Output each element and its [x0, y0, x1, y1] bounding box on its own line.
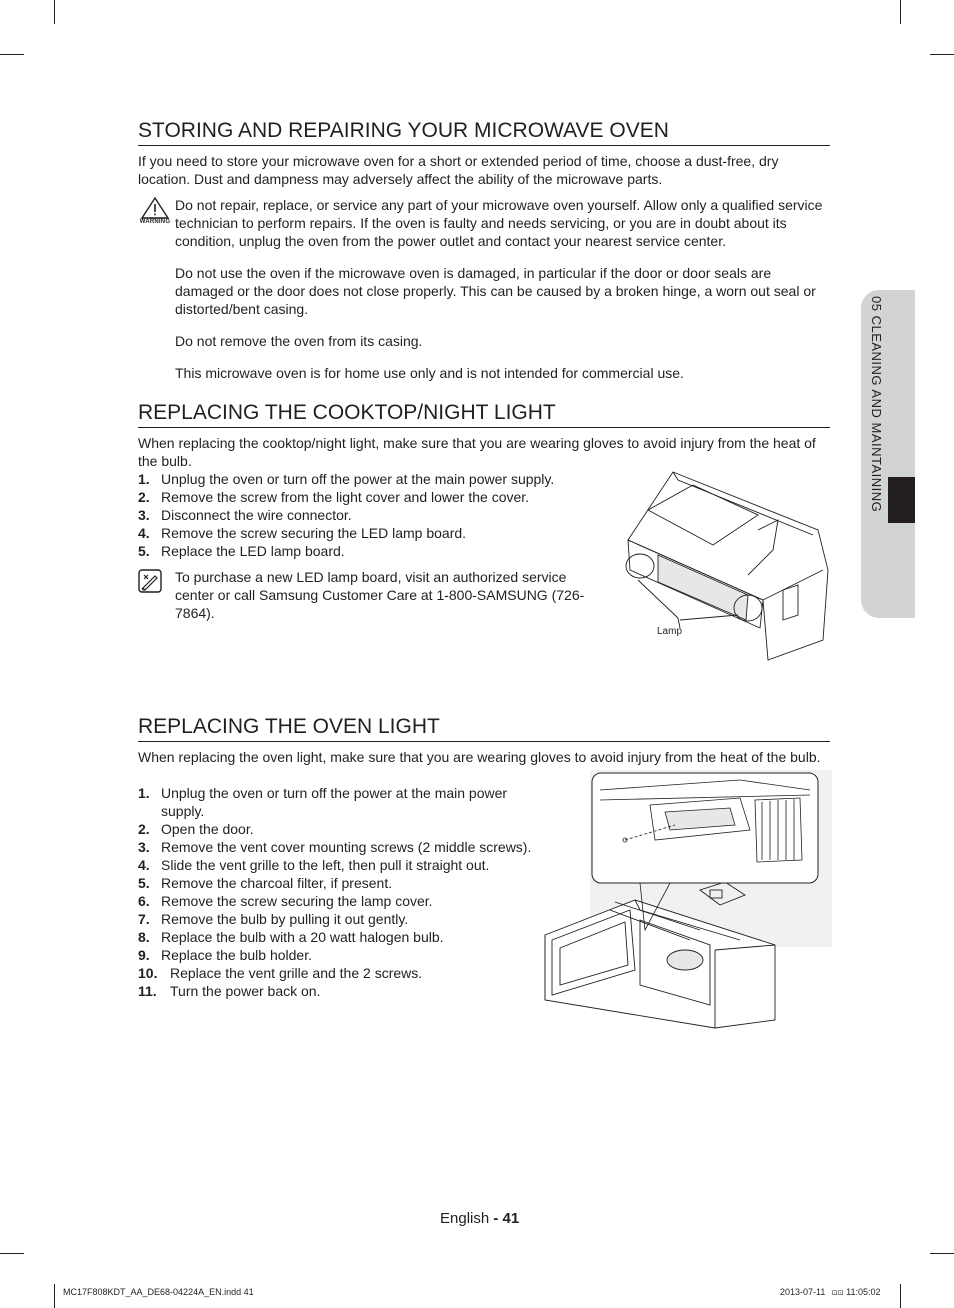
list-item [138, 488, 598, 506]
step-text: Remove the screw securing the lamp cover. [161, 893, 433, 909]
step-text: Slide the vent grille to the left, then pull it straight out. [161, 857, 490, 873]
step-number: 7. [138, 911, 150, 927]
step-text: Remove the bulb by pulling it out gently. [161, 911, 409, 927]
step-number: 11. [138, 983, 157, 999]
section1-intro: If you need to store your microwave oven for a short or extended period of time, choose a dust-free, dry location. Dust and dampness may adversely affect the ability of the microwave parts. [138, 153, 779, 187]
step-text: Replace the LED lamp board. [161, 543, 345, 559]
crop-mark [900, 1284, 901, 1308]
crop-mark [930, 54, 954, 55]
step-number: 3. [138, 839, 150, 855]
page-number: 41 [502, 1210, 520, 1227]
slug-filename: MC17F808KDT_AA_DE68-04224A_EN.indd 41 [63, 1287, 254, 1297]
crop-mark [54, 1284, 55, 1308]
list-item [138, 784, 533, 820]
step-number: 6. [138, 893, 150, 909]
section-title-cooktop-light: REPLACING THE COOKTOP/NIGHT LIGHT [138, 401, 830, 428]
slug-time: 11:05:02 [846, 1287, 881, 1297]
section2-steps [138, 470, 598, 560]
step-text: Open the door. [161, 821, 254, 837]
warning-text-4: This microwave oven is for home use only and is not intended for commercial use. [175, 365, 684, 381]
step-number: 5. [138, 875, 150, 891]
list-item [138, 964, 533, 982]
section-title-oven-light: REPLACING THE OVEN LIGHT [138, 715, 830, 742]
page-footer [440, 1210, 519, 1227]
list-item [138, 470, 598, 488]
warning-label: WARNING [139, 219, 171, 225]
step-text: Remove the charcoal filter, if present. [161, 875, 393, 891]
step-number: 8. [138, 929, 150, 945]
list-item [138, 820, 533, 838]
step-text: Disconnect the wire connector. [161, 507, 352, 523]
oven-light-figure [540, 770, 832, 1032]
warning-text-2: Do not use the oven if the microwave oven is damaged, in particular if the door or door seals are damaged or the door does not close properly. This can be caused by a broken hinge, a worn out seal or distorted/bent casing. [175, 265, 816, 317]
list-item [138, 946, 533, 964]
list-item [138, 542, 598, 560]
section-title-storing: STORING AND REPAIRING YOUR MICROWAVE OVEN [138, 119, 830, 146]
step-text: Unplug the oven or turn off the power at the main power supply. [161, 785, 508, 819]
step-text: Replace the bulb holder. [161, 947, 312, 963]
step-text: Remove the vent cover mounting screws (2 middle screws). [161, 839, 532, 855]
step-number: 2. [138, 821, 150, 837]
chapter-tab-marker [888, 477, 915, 523]
list-item [138, 928, 533, 946]
list-item [138, 982, 533, 1000]
step-text: Replace the bulb with a 20 watt halogen bulb. [161, 929, 444, 945]
slug-day-glyph: ⊡⊡ [831, 1290, 844, 1297]
crop-mark [930, 1253, 954, 1254]
list-item [138, 856, 533, 874]
crop-mark [54, 0, 55, 24]
section3-intro: When replacing the oven light, make sure that you are wearing gloves to avoid injury from the heat of the bulb. [138, 749, 821, 765]
step-number: 10. [138, 965, 158, 981]
step-text: Remove the screw from the light cover and lower the cover. [161, 489, 530, 505]
step-number: 5. [138, 543, 150, 559]
chapter-tab-label: 05 CLEANING AND MAINTAINING [869, 296, 884, 513]
list-item [138, 524, 598, 542]
step-number: 9. [138, 947, 150, 963]
footer-separator: - [489, 1210, 503, 1227]
step-number: 1. [138, 471, 150, 487]
microwave-underside-figure [618, 470, 833, 662]
step-text: Remove the screw securing the LED lamp board. [161, 525, 467, 541]
section2-intro: When replacing the cooktop/night light, make sure that you are wearing gloves to avoid injury from the heat of the bulb. [138, 435, 816, 469]
note-text: To purchase a new LED lamp board, visit an authorized service center or call Samsung Customer Care at 1-800-SAMSUNG (726-7864). [175, 569, 585, 621]
step-text: Replace the vent grille and the 2 screws. [170, 965, 423, 981]
list-item [138, 838, 533, 856]
step-text: Unplug the oven or turn off the power at the main power supply. [161, 471, 555, 487]
step-number: 1. [138, 785, 150, 801]
section3-steps [138, 784, 533, 1000]
step-text: Turn the power back on. [170, 983, 321, 999]
warning-text-1: Do not repair, replace, or service any part of your microwave oven yourself. Allow only a qualified service technician to perform repairs. If the oven is faulty and needs servicing, or you are in doubt about its condition, unplug the oven from the power outlet and contact your nearest service center. [175, 197, 823, 249]
list-item [138, 892, 533, 910]
crop-mark [900, 0, 901, 24]
list-item [138, 506, 598, 524]
list-item [138, 910, 533, 928]
slug-date: 2013-07-11 [780, 1287, 826, 1297]
warning-text-3: Do not remove the oven from its casing. [175, 333, 423, 349]
figure-label-lamp: Lamp [657, 626, 683, 637]
footer-language: English [440, 1210, 490, 1227]
note-icon [138, 569, 162, 593]
list-item [138, 874, 533, 892]
slug-datetime [780, 1287, 881, 1297]
crop-mark [0, 54, 24, 55]
step-number: 4. [138, 857, 150, 873]
step-number: 3. [138, 507, 150, 523]
step-number: 2. [138, 489, 150, 505]
step-number: 4. [138, 525, 150, 541]
crop-mark [0, 1253, 24, 1254]
